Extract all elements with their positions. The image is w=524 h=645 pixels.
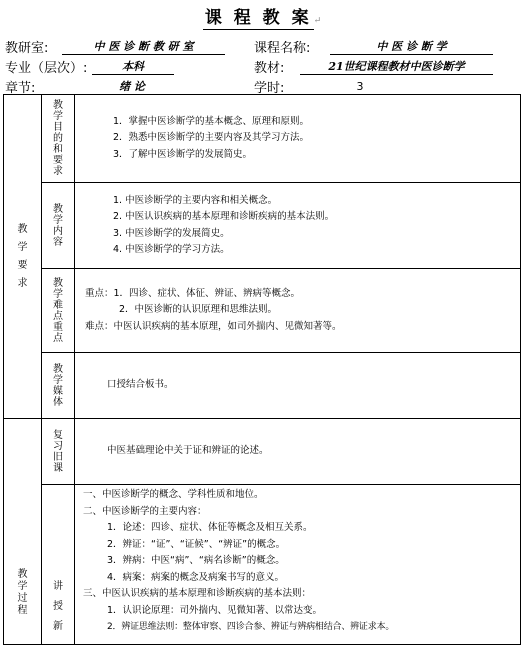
review-content [75, 419, 521, 485]
row-label-content: 教学内容 [42, 183, 75, 269]
list-item: 4．病案：病案的概念及病案书写的意义。 [107, 571, 285, 583]
dept-label: 教研室: [5, 41, 49, 56]
section-label-requirements: 教 学 要 求 [4, 95, 42, 419]
chapter-label: 章节: [5, 81, 36, 96]
table-row [4, 183, 521, 269]
row-label-review: 复习旧课 [42, 419, 75, 485]
list-item: 中医基础理论中关于证和辨证的论述。 [107, 445, 269, 457]
table-row [4, 485, 521, 645]
teaching-content [75, 183, 521, 269]
list-item: 1．论述：四诊、症状、体征等概念及相互关系。 [107, 522, 313, 533]
list-item: 2．辨证：“证”、“证候”、“辨证”的概念。 [107, 538, 286, 550]
list-item: 3．了解中医诊断学的发展简史。 [113, 148, 253, 160]
list-item: 2．辨证思维法则：整体审察、四诊合参、辨证与辨病相结合、辨证求本。 [107, 622, 395, 632]
list-item: 2．熟悉中医诊断学的主要内容及其学习方法。 [113, 132, 310, 144]
major-value: 本科 [92, 60, 174, 75]
table-row [4, 353, 521, 419]
list-item: 重点：1．四诊、症状、体征、辨证、辨病等概念。 [85, 287, 301, 299]
section-label-process: 教学过程 [4, 419, 42, 645]
list-item: 口授结合板书。 [107, 379, 174, 391]
course-name-value: 中 医 诊 断 学 [330, 40, 493, 55]
major-label: 专业（层次）: [5, 61, 88, 76]
row-label-media: 教学媒体 [42, 353, 75, 419]
row-label-objectives: 教学目的和要求 [42, 95, 75, 183]
lesson-plan-table [3, 94, 521, 645]
chapter-value: 绪 论 [48, 80, 216, 95]
list-item: 3．辨病：中医“病”、“病名诊断”的概念。 [107, 555, 285, 566]
media-content [75, 353, 521, 419]
hours-value: 3 [296, 80, 424, 95]
table-row [4, 269, 521, 353]
dept-value: 中 医 诊 断 教 研 室 [62, 40, 225, 55]
objectives-content [75, 95, 521, 183]
table-row [4, 419, 521, 485]
list-item: 2．中医诊断的认识原理和思维法则。 [119, 304, 278, 316]
key-points-content [75, 269, 521, 353]
list-item: 难点：中医认识疾病的基本原理，如司外揣内、见微知著等。 [85, 320, 342, 332]
list-item: 三、中医认识疾病的基本原理和诊断疾病的基本法则： [83, 588, 312, 599]
textbook-value: 21世纪课程教材中医诊断学 [300, 60, 493, 75]
list-item: 3. 中医诊断学的发展简史。 [113, 227, 230, 239]
list-item: 1．掌握中医诊断学的基本概念、原理和原则。 [113, 115, 310, 127]
course-name-label: 课程名称: [254, 41, 311, 56]
list-item: 1．认识论原理：司外揣内、见微知著、以常达变。 [107, 604, 323, 616]
hours-label: 学时: [254, 81, 285, 96]
list-item: 4. 中医诊断学的学习方法。 [113, 244, 230, 255]
textbook-label: 教材: [254, 61, 285, 76]
table-row [4, 95, 521, 183]
list-item: 1. 中医诊断学的主要内容和相关概念。 [113, 194, 278, 206]
list-item: 二、中医诊断学的主要内容： [83, 505, 207, 517]
lecture-content [75, 485, 521, 645]
document-title: 课 程 教 案 ↵ [204, 8, 322, 28]
list-item: 2. 中医认识疾病的基本原理和诊断疾病的基本法则。 [113, 211, 335, 222]
row-label-lecture: 讲 授 新 [42, 485, 75, 645]
row-label-key-points: 教学难点重点 [42, 269, 75, 353]
list-item: 一、中医诊断学的概念、学科性质和地位。 [83, 489, 264, 500]
